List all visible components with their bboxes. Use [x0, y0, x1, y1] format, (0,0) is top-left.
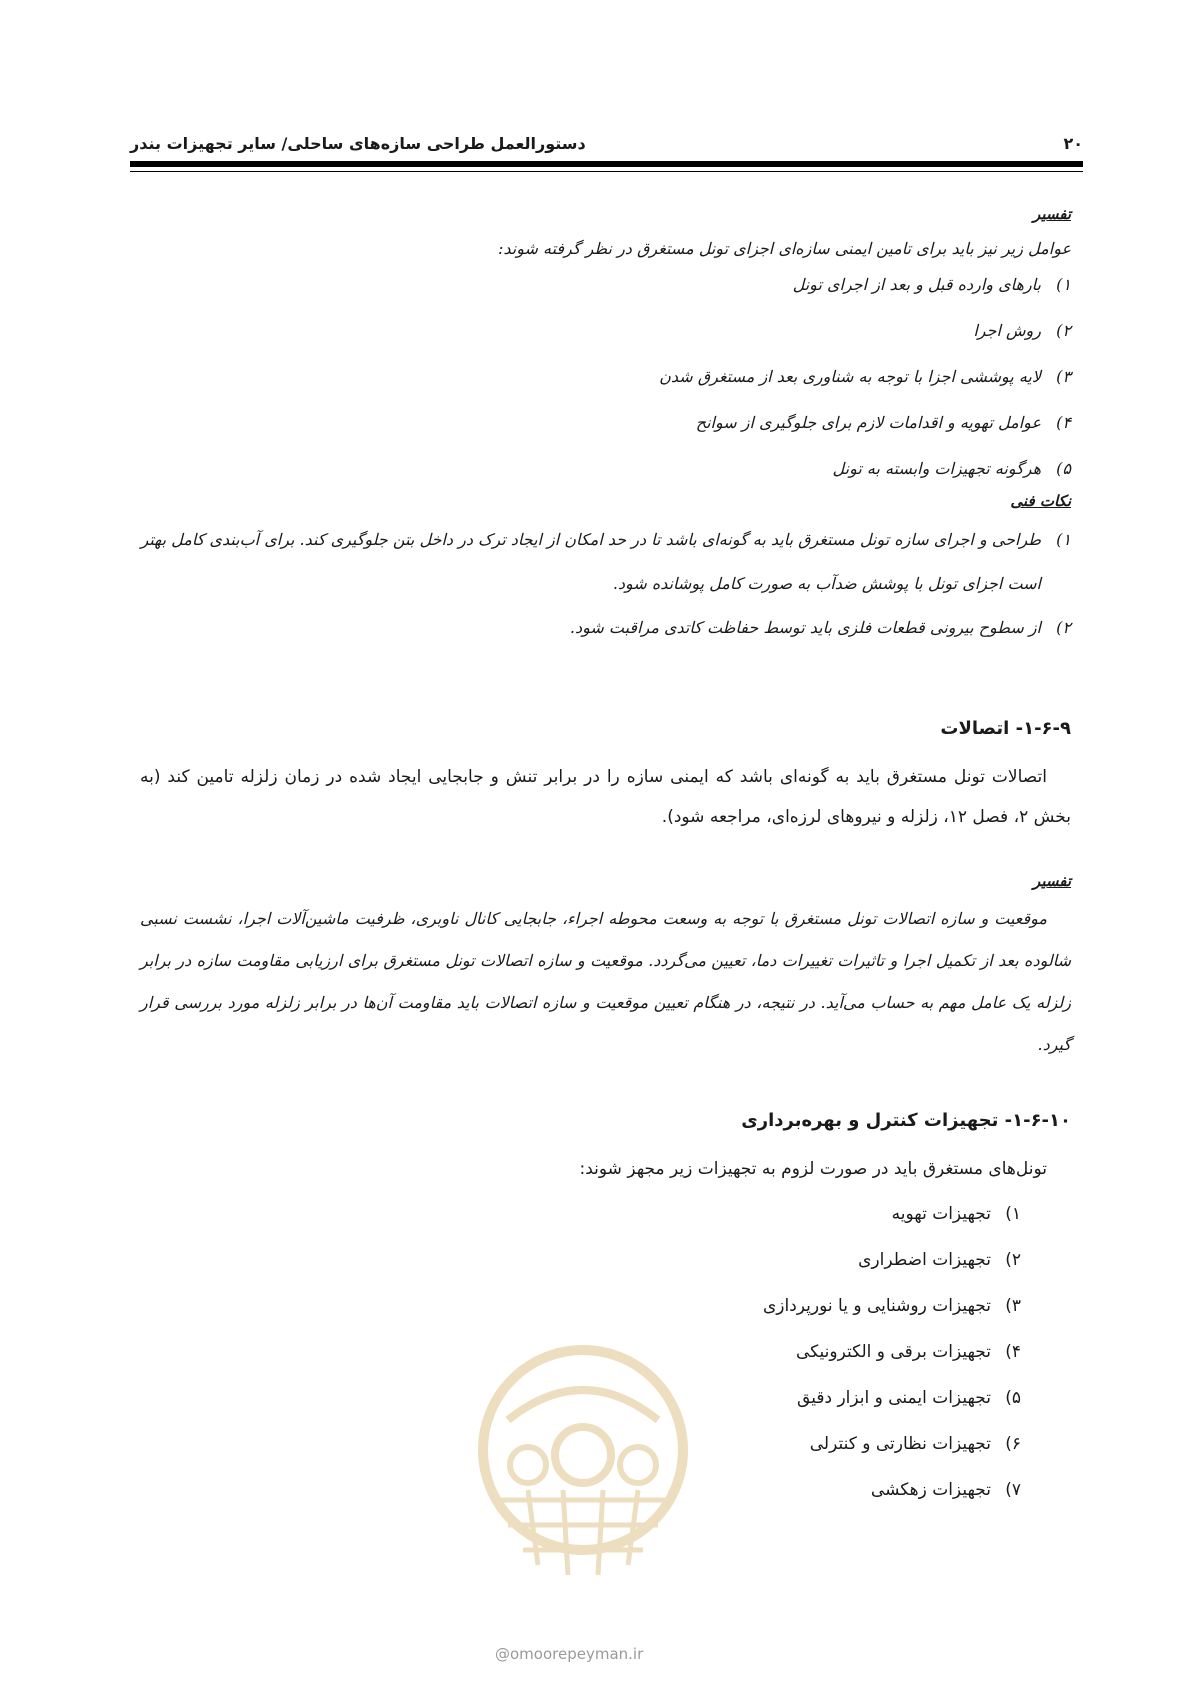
list-item [140, 451, 1071, 487]
list-number: ۳) [1005, 1296, 1021, 1316]
watermark-logo [468, 1340, 698, 1585]
list-item [140, 359, 1071, 395]
list-text: بارهای وارده قبل و بعد از اجرای تونل [792, 275, 1041, 294]
list-item [140, 1191, 1021, 1237]
list-number: ۵) [1056, 459, 1071, 478]
list-number: ۱) [1056, 530, 1071, 549]
section-heading [140, 718, 1071, 739]
section-number: ۱-۶-۱۰- [1004, 1110, 1071, 1131]
commentary-heading: تفسیر [1033, 205, 1071, 223]
list-number: ۵) [1005, 1388, 1021, 1408]
list-number: ۴) [1005, 1342, 1021, 1362]
list-number: ۳) [1056, 367, 1071, 386]
section-heading [140, 1110, 1071, 1131]
list-number: ۶) [1005, 1434, 1021, 1454]
watermark-url: @omoorepeyman.ir [495, 1645, 644, 1663]
technical-notes-block [140, 492, 1071, 650]
list-item [140, 405, 1071, 441]
technical-notes-list [140, 518, 1071, 650]
list-text: تجهیزات زهکشی [870, 1480, 991, 1500]
list-text: تجهیزات تهویه [891, 1204, 991, 1224]
header-rule [130, 161, 1083, 167]
list-text: تجهیزات ایمنی و ابزار دقیق [797, 1388, 991, 1408]
list-number: ۲) [1056, 321, 1071, 340]
section-intro: تونل‌های مستغرق باید در صورت لزوم به تجهیزات زیر مجهز شوند: [579, 1159, 1047, 1179]
list-number: ۴) [1056, 413, 1071, 432]
section-connections [140, 718, 1071, 837]
technical-notes-heading: نکات فنی [1010, 492, 1071, 510]
section-title: تجهیزات کنترل و بهره‌برداری [741, 1110, 999, 1131]
list-text: تجهیزات اضطراری [858, 1250, 991, 1270]
list-text: عوامل تهویه و اقدامات لازم برای جلوگیری از سوانح [695, 413, 1041, 432]
list-text: از سطوح بیرونی قطعات فلزی باید توسط حفاظت کاتدی مراقبت شود. [569, 618, 1041, 637]
list-item [140, 1283, 1021, 1329]
list-number: ۱) [1056, 275, 1071, 294]
running-header-title: دستورالعمل طراحی سازه‌های ساحلی/ سایر تجهیزات بندر [130, 134, 586, 153]
commentary-block-2 [140, 872, 1071, 1066]
list-text: تجهیزات برقی و الکترونیکی [795, 1342, 991, 1362]
list-text: هرگونه تجهیزات وابسته به تونل [832, 459, 1041, 478]
list-text: روش اجرا [973, 321, 1041, 340]
section-number: ۱-۶-۹- [1015, 718, 1071, 739]
list-number: ۲) [1056, 618, 1071, 637]
list-text: لایه پوششی اجزا با توجه به شناوری بعد از مستغرق شدن [659, 367, 1041, 386]
header-rule-thin [130, 171, 1083, 172]
list-item [140, 313, 1071, 349]
commentary-block-1 [140, 205, 1071, 487]
section-body: اتصالات تونل مستغرق باید به گونه‌ای باشد که ایمنی سازه را در برابر تنش و جابجایی ایجاد شده در زمان زلزله تامین کند (به بخش ۲، فصل ۱۲، زلزله و نیروهای لرزه‌ای، مراجعه شود). [140, 767, 1071, 827]
list-number: ۷) [1005, 1480, 1021, 1500]
list-number: ۱) [1005, 1204, 1021, 1224]
list-number: ۲) [1005, 1250, 1021, 1270]
list-text: طراحی و اجرای سازه تونل مستغرق باید به گونه‌ای باشد تا در حد امکان از ایجاد ترک در داخل بتن جلوگیری کند. برای آب‌بندی کامل بهتر است اجزای تونل با پوشش ضدآب به صورت کامل پوشانده شود. [140, 530, 1041, 593]
page-number: ۲۰ [1063, 134, 1083, 153]
section-title: اتصالات [940, 718, 1010, 739]
list-text: تجهیزات نظارتی و کنترلی [809, 1434, 991, 1454]
list-item [140, 518, 1071, 606]
list-text: تجهیزات روشنایی و یا نورپردازی [762, 1296, 991, 1316]
list-item [140, 1237, 1021, 1283]
commentary-list [140, 267, 1071, 487]
list-item [140, 267, 1071, 303]
list-item [140, 606, 1071, 650]
commentary-heading: تفسیر [1033, 872, 1071, 890]
commentary-body: موقعیت و سازه اتصالات تونل مستغرق با توجه به وسعت محوطه اجراء، جابجایی کانال ناوبری، ظرفیت ماشین‌آلات اجرا، نشست نسبی شالوده بعد از تکمیل اجرا و تاثیرات تغییرات دما، تعیین می‌گردد. موقعیت و سازه اتصالات تونل مستغرق برای ارزیابی مقاومت سازه در برابر زلزله یک عامل مهم به حساب می‌آید. در نتیجه، در هنگام تعیین موقعیت و سازه اتصالات باید مقاومت آن‌ها در برابر زلزله مورد بررسی قرار گیرد. [140, 909, 1071, 1054]
commentary-intro: عوامل زیر نیز باید برای تامین ایمنی سازه‌ای اجزای تونل مستغرق در نظر گرفته شوند: [498, 239, 1071, 258]
